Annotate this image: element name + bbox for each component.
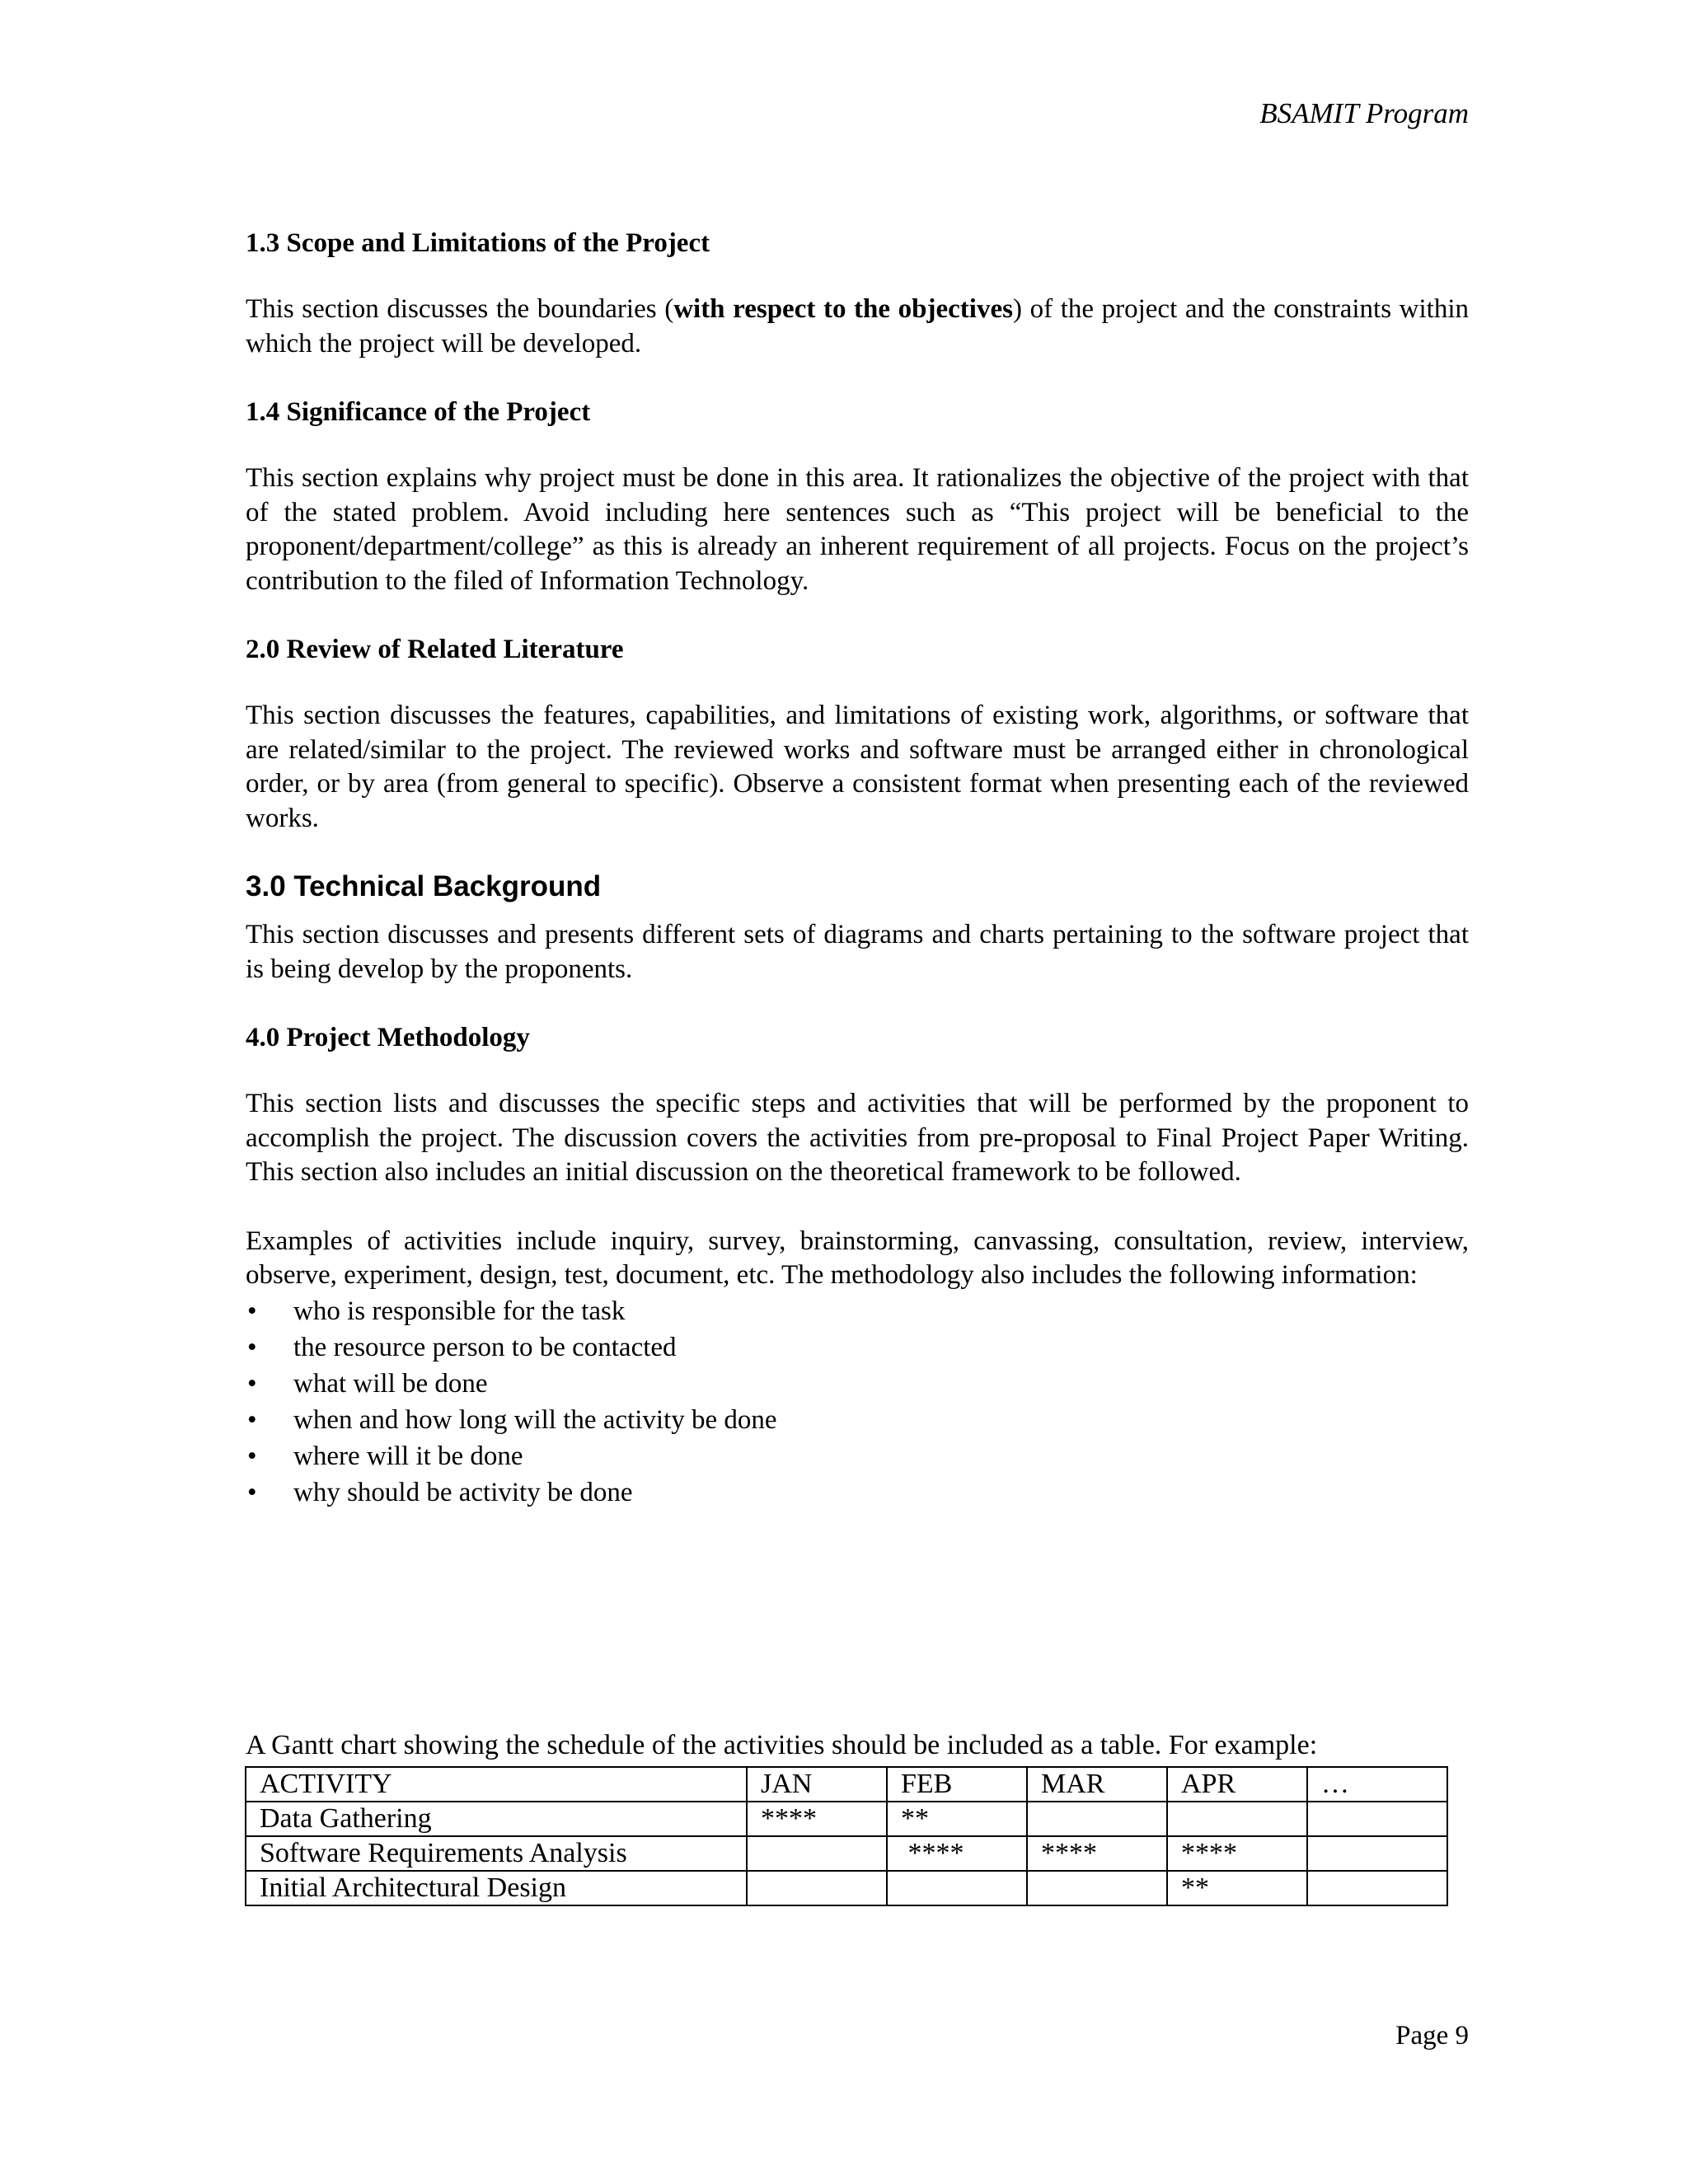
section-text-methodology-1: This section lists and discusses the specific steps and activities that will be performed by the proponent to accomplish the project. The discussion covers the activities from pre-proposal to Final Project Paper Writing. This section also includes an initial discussion on the theoretical framework to be followed. bbox=[246, 1089, 1469, 1187]
table-header-cell: MAR bbox=[1027, 1767, 1167, 1802]
table-cell bbox=[747, 1871, 887, 1905]
section-text-methodology-2: Examples of activities include inquiry, survey, brainstorming, canvassing, consultation, review, interview, observe, experiment, design, test, document, etc. The methodology also includes the following information: bbox=[246, 1226, 1469, 1290]
emphasis-text: with respect to the objectives bbox=[673, 294, 1013, 324]
gantt-table bbox=[245, 1766, 1448, 1906]
gantt-intro-text: A Gantt chart showing the schedule of the activities should be included as a table. For example: bbox=[246, 1730, 1318, 1760]
methodology-info-list bbox=[246, 1293, 1469, 1511]
table-header-row bbox=[246, 1767, 1447, 1802]
table-row bbox=[246, 1871, 1447, 1905]
section-heading-review: 2.0 Review of Related Literature bbox=[246, 635, 624, 664]
list-item: • who is responsible for the task bbox=[246, 1293, 1469, 1329]
table-cell bbox=[1307, 1836, 1447, 1871]
section-text-scope: This section discusses the boundaries (with respect to the objectives) of the project and the constraints within which the project will be developed. bbox=[246, 294, 1470, 359]
document-body bbox=[246, 227, 1469, 1511]
table-cell bbox=[1307, 1871, 1447, 1905]
table-row bbox=[246, 1836, 1447, 1871]
bullet-icon: • bbox=[247, 1368, 257, 1399]
table-cell: **** bbox=[887, 1836, 1027, 1871]
section-text-review: This section discusses the features, capabilities, and limitations of existing work, algorithms, or software that are related/similar to the project. The reviewed works and software must be arranged either in chronological order, or by area (from general to specific). Observe a consistent format when presenting each of the reviewed works. bbox=[246, 701, 1469, 833]
table-header-cell: … bbox=[1307, 1767, 1447, 1802]
section-heading-technical: 3.0 Technical Background bbox=[246, 870, 602, 902]
section-text-significance: This section explains why project must be done in this area. It rationalizes the objective of the project with that of the stated problem. Avoid including here sentences such as “This project will be beneficial to the proponent/department/college” as this is already an inherent requirement of all projects. Focus on the project’s contribution to the filed of Information Technology. bbox=[246, 463, 1469, 596]
table-cell: Initial Architectural Design bbox=[246, 1871, 747, 1905]
table-cell bbox=[747, 1836, 887, 1871]
table-cell bbox=[1027, 1871, 1167, 1905]
page-number: Page 9 bbox=[1395, 2021, 1469, 2050]
table-cell: Data Gathering bbox=[246, 1802, 747, 1836]
list-item: • what will be done bbox=[246, 1366, 1469, 1402]
table-header-cell: FEB bbox=[887, 1767, 1027, 1802]
section-heading-significance: 1.4 Significance of the Project bbox=[246, 397, 591, 427]
table-cell: ** bbox=[1167, 1871, 1307, 1905]
bullet-icon: • bbox=[247, 1332, 257, 1362]
table-row bbox=[246, 1802, 1447, 1836]
table-header-cell: JAN bbox=[747, 1767, 887, 1802]
table-cell bbox=[1307, 1802, 1447, 1836]
header-program-name: BSAMIT Program bbox=[1259, 97, 1469, 129]
section-text-technical: This section discusses and presents different sets of diagrams and charts pertaining to the software project that is being develop by the proponents. bbox=[246, 920, 1469, 984]
table-cell bbox=[887, 1871, 1027, 1905]
bullet-icon: • bbox=[247, 1477, 257, 1507]
table-cell: Software Requirements Analysis bbox=[246, 1836, 747, 1871]
list-item: • why should be activity be done bbox=[246, 1474, 1469, 1511]
bullet-icon: • bbox=[247, 1404, 257, 1435]
table-cell: **** bbox=[1167, 1836, 1307, 1871]
table-header-cell: ACTIVITY bbox=[246, 1767, 747, 1802]
section-heading-scope: 1.3 Scope and Limitations of the Project bbox=[246, 228, 710, 258]
table-cell: **** bbox=[1027, 1836, 1167, 1871]
table-cell: **** bbox=[747, 1802, 887, 1836]
list-item: • where will it be done bbox=[246, 1438, 1469, 1474]
table-header-cell: APR bbox=[1167, 1767, 1307, 1802]
bullet-icon: • bbox=[247, 1296, 257, 1326]
list-item: • the resource person to be contacted bbox=[246, 1329, 1469, 1366]
section-heading-methodology: 4.0 Project Methodology bbox=[246, 1023, 530, 1052]
table-cell bbox=[1027, 1802, 1167, 1836]
table-cell: ** bbox=[887, 1802, 1027, 1836]
list-item: • when and how long will the activity be done bbox=[246, 1402, 1469, 1438]
bullet-icon: • bbox=[247, 1441, 257, 1471]
table-cell bbox=[1167, 1802, 1307, 1836]
